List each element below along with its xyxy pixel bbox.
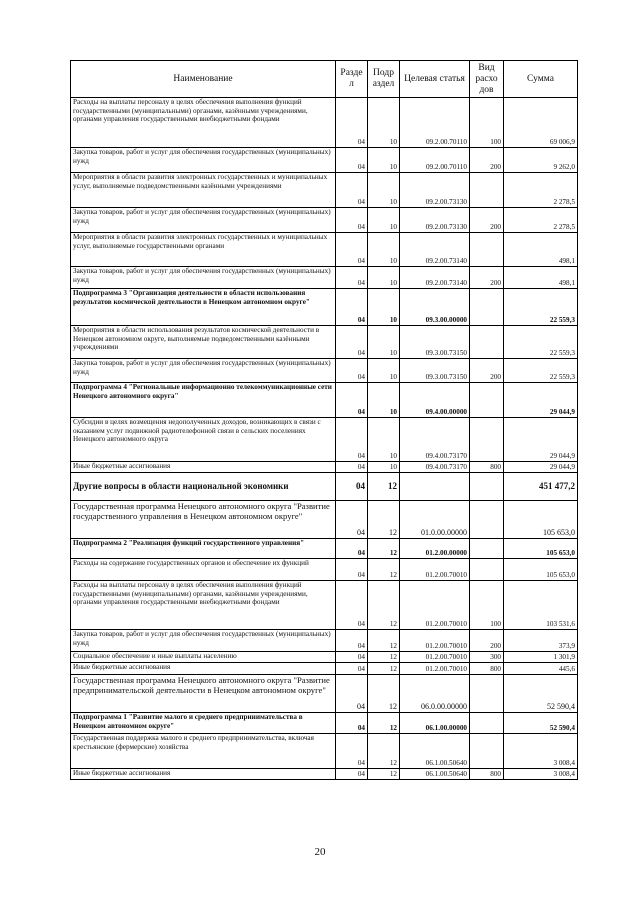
cell-podrazdel: 10 (368, 462, 400, 473)
cell-vid: 100 (470, 581, 504, 630)
table-row (71, 652, 578, 663)
cell-article: 06.1.00.00000 (400, 713, 470, 734)
cell-razdel: 04 (336, 208, 368, 233)
cell-sum: 373,9 (504, 630, 578, 652)
cell-article: 01.2.00.70010 (400, 652, 470, 663)
cell-podrazdel: 10 (368, 326, 400, 359)
cell-podrazdel: 12 (368, 652, 400, 663)
cell-sum: 105 653,0 (504, 539, 578, 559)
cell-sum: 451 477,2 (504, 473, 578, 501)
cell-name: Иные бюджетные ассигнования (71, 462, 336, 473)
cell-article (400, 473, 470, 501)
cell-article: 01.2.00.70010 (400, 559, 470, 581)
cell-podrazdel: 12 (368, 769, 400, 780)
cell-name: Подпрограмма 2 "Реализация функций государственного управления" (71, 539, 336, 559)
cell-razdel: 04 (336, 289, 368, 326)
table-row (71, 173, 578, 208)
table-row (71, 418, 578, 462)
table-body (71, 98, 578, 780)
cell-razdel: 04 (336, 267, 368, 289)
cell-article: 09.3.00.00000 (400, 289, 470, 326)
cell-name: Расходы на выплаты персоналу в целях обеспечения выполнения функций государственными (муниципальными) органами, казёнными учреждениями, органами управления государственными внебюджетными фондами (71, 98, 336, 148)
cell-vid (470, 173, 504, 208)
cell-vid: 200 (470, 630, 504, 652)
cell-article: 09.2.00.73140 (400, 267, 470, 289)
cell-article: 09.2.00.70110 (400, 148, 470, 173)
cell-article: 09.4.00.73170 (400, 462, 470, 473)
cell-sum: 498,1 (504, 233, 578, 267)
cell-name: Подпрограмма 4 "Региональные информационно телекоммуникационные сети Ненецкого автономного округа" (71, 383, 336, 418)
cell-sum: 69 006,9 (504, 98, 578, 148)
table-row (71, 675, 578, 713)
cell-sum: 3 008,4 (504, 734, 578, 769)
budget-table (70, 60, 578, 780)
cell-vid (470, 233, 504, 267)
cell-podrazdel: 12 (368, 734, 400, 769)
cell-name: Расходы на выплаты персоналу в целях обеспечения выполнения функций государственными (муниципальными) органами, казёнными учреждениями, органами управления государственными внебюджетными фондами (71, 581, 336, 630)
cell-vid: 200 (470, 267, 504, 289)
table-row (71, 713, 578, 734)
cell-razdel: 04 (336, 769, 368, 780)
table-row (71, 539, 578, 559)
cell-sum: 29 044,9 (504, 418, 578, 462)
cell-podrazdel: 10 (368, 148, 400, 173)
cell-article: 01.0.00.00000 (400, 501, 470, 539)
cell-razdel: 04 (336, 383, 368, 418)
cell-razdel: 04 (336, 652, 368, 663)
cell-sum: 2 278,5 (504, 208, 578, 233)
cell-podrazdel: 10 (368, 267, 400, 289)
cell-article: 09.4.00.00000 (400, 383, 470, 418)
header-article: Целевая статья (400, 61, 470, 98)
cell-vid: 200 (470, 359, 504, 383)
cell-name: Мероприятия в области развития электронных государственных и муниципальных услуг, выполняемые государственными органами (71, 233, 336, 267)
header-vid: Вид расхо дов (470, 61, 504, 98)
cell-sum: 445,6 (504, 663, 578, 675)
header-podrazdel: Подр аздел (368, 61, 400, 98)
table-header-row (71, 61, 578, 98)
cell-podrazdel: 10 (368, 383, 400, 418)
cell-sum: 29 044,9 (504, 383, 578, 418)
cell-vid (470, 418, 504, 462)
cell-article: 01.2.00.70010 (400, 630, 470, 652)
header-name: Наименование (71, 61, 336, 98)
cell-name: Субсидии в целях возмещения недополученных доходов, возникающих в связи с оказанием услуг подвижной радиотелефонной связи в сельских поселениях Ненецкого автономного округа (71, 418, 336, 462)
cell-sum: 52 590,4 (504, 675, 578, 713)
cell-sum: 105 653,0 (504, 501, 578, 539)
cell-sum: 9 262,0 (504, 148, 578, 173)
cell-article: 06.0.00.00000 (400, 675, 470, 713)
cell-vid (470, 501, 504, 539)
cell-article: 09.3.00.73150 (400, 359, 470, 383)
cell-sum: 22 559,3 (504, 326, 578, 359)
cell-name: Мероприятия в области использования результатов космической деятельности в Ненецком автономном округе, выполняемые подведомственными казёнными учреждениями (71, 326, 336, 359)
table-row (71, 630, 578, 652)
cell-name: Другие вопросы в области национальной экономики (71, 473, 336, 501)
cell-sum: 52 590,4 (504, 713, 578, 734)
table-row (71, 289, 578, 326)
table-row (71, 148, 578, 173)
cell-razdel: 04 (336, 359, 368, 383)
cell-podrazdel: 10 (368, 233, 400, 267)
cell-vid (470, 326, 504, 359)
cell-article: 09.2.00.73130 (400, 208, 470, 233)
cell-name: Закупка товаров, работ и услуг для обеспечения государственных (муниципальных) нужд (71, 267, 336, 289)
cell-name: Закупка товаров, работ и услуг для обеспечения государственных (муниципальных) нужд (71, 359, 336, 383)
table-row (71, 581, 578, 630)
cell-podrazdel: 12 (368, 581, 400, 630)
cell-vid: 800 (470, 462, 504, 473)
cell-name: Подпрограмма 1 "Развитие малого и среднего предпринимательства в Ненецком автономном округе" (71, 713, 336, 734)
table-row (71, 359, 578, 383)
cell-vid (470, 539, 504, 559)
cell-name: Иные бюджетные ассигнования (71, 663, 336, 675)
cell-article: 09.2.00.73140 (400, 233, 470, 267)
cell-vid: 100 (470, 98, 504, 148)
table-row (71, 208, 578, 233)
cell-razdel: 04 (336, 473, 368, 501)
table-row (71, 473, 578, 501)
cell-sum: 498,1 (504, 267, 578, 289)
cell-razdel: 04 (336, 675, 368, 713)
cell-razdel: 04 (336, 148, 368, 173)
cell-sum: 22 559,3 (504, 289, 578, 326)
cell-vid: 200 (470, 208, 504, 233)
table-row (71, 734, 578, 769)
cell-razdel: 04 (336, 173, 368, 208)
header-razdel: Разде л (336, 61, 368, 98)
table-row (71, 267, 578, 289)
table-row (71, 462, 578, 473)
cell-name: Мероприятия в области развития электронных государственных и муниципальных услуг, выполняемые подведомственными казёнными учреждениями (71, 173, 336, 208)
cell-vid (470, 559, 504, 581)
table-row (71, 98, 578, 148)
cell-vid: 800 (470, 663, 504, 675)
cell-razdel: 04 (336, 462, 368, 473)
cell-vid: 800 (470, 769, 504, 780)
cell-podrazdel: 12 (368, 501, 400, 539)
cell-podrazdel: 12 (368, 663, 400, 675)
cell-podrazdel: 12 (368, 713, 400, 734)
header-sum: Сумма (504, 61, 578, 98)
page-number: 20 (314, 846, 326, 858)
cell-sum: 2 278,5 (504, 173, 578, 208)
cell-article: 01.2.00.70010 (400, 581, 470, 630)
cell-podrazdel: 10 (368, 173, 400, 208)
cell-sum: 22 559,3 (504, 359, 578, 383)
cell-podrazdel: 12 (368, 675, 400, 713)
cell-podrazdel: 12 (368, 630, 400, 652)
table-row (71, 559, 578, 581)
cell-sum: 103 531,6 (504, 581, 578, 630)
cell-razdel: 04 (336, 233, 368, 267)
cell-name: Государственная поддержка малого и среднего предпринимательства, включая крестьянские (фермерские) хозяйства (71, 734, 336, 769)
table-row (71, 663, 578, 675)
cell-article: 09.2.00.73130 (400, 173, 470, 208)
cell-razdel: 04 (336, 581, 368, 630)
cell-razdel: 04 (336, 501, 368, 539)
cell-name: Подпрограмма 3 "Организация деятельности в области использования результатов космической деятельности в Ненецком автономном округе" (71, 289, 336, 326)
table-row (71, 501, 578, 539)
cell-article: 01.2.00.70010 (400, 663, 470, 675)
cell-podrazdel: 10 (368, 289, 400, 326)
cell-article: 09.3.00.73150 (400, 326, 470, 359)
cell-razdel: 04 (336, 539, 368, 559)
cell-name: Расходы на содержание государственных органов и обеспечение их функций (71, 559, 336, 581)
table-row (71, 233, 578, 267)
cell-name: Социальное обеспечение и иные выплаты населению (71, 652, 336, 663)
cell-podrazdel: 12 (368, 559, 400, 581)
cell-razdel: 04 (336, 734, 368, 769)
cell-vid (470, 713, 504, 734)
cell-podrazdel: 12 (368, 473, 400, 501)
cell-sum: 29 044,9 (504, 462, 578, 473)
cell-vid: 200 (470, 148, 504, 173)
cell-vid (470, 734, 504, 769)
cell-name: Иные бюджетные ассигнования (71, 769, 336, 780)
cell-article: 06.1.00.50640 (400, 734, 470, 769)
cell-name: Закупка товаров, работ и услуг для обеспечения государственных (муниципальных) нужд (71, 148, 336, 173)
cell-podrazdel: 12 (368, 539, 400, 559)
table-row (71, 769, 578, 780)
cell-name: Закупка товаров, работ и услуг для обеспечения государственных (муниципальных) нужд (71, 208, 336, 233)
cell-razdel: 04 (336, 630, 368, 652)
cell-podrazdel: 10 (368, 208, 400, 233)
cell-vid: 300 (470, 652, 504, 663)
cell-vid (470, 289, 504, 326)
cell-article: 06.1.00.50640 (400, 769, 470, 780)
cell-name: Государственная программа Ненецкого автономного округа "Развитие государственного управления в Ненецком автономном округе" (71, 501, 336, 539)
cell-vid (470, 473, 504, 501)
cell-razdel: 04 (336, 418, 368, 462)
cell-article: 09.4.00.73170 (400, 418, 470, 462)
table-row (71, 326, 578, 359)
cell-podrazdel: 10 (368, 418, 400, 462)
cell-article: 09.2.00.70110 (400, 98, 470, 148)
cell-razdel: 04 (336, 326, 368, 359)
cell-article: 01.2.00.00000 (400, 539, 470, 559)
cell-sum: 1 301,9 (504, 652, 578, 663)
cell-podrazdel: 10 (368, 359, 400, 383)
cell-sum: 105 653,0 (504, 559, 578, 581)
table-row (71, 383, 578, 418)
cell-vid (470, 383, 504, 418)
cell-vid (470, 675, 504, 713)
cell-razdel: 04 (336, 559, 368, 581)
cell-name: Государственная программа Ненецкого автономного округа "Развитие предпринимательской деятельности в Ненецком автономном округе" (71, 675, 336, 713)
cell-sum: 3 008,4 (504, 769, 578, 780)
cell-podrazdel: 10 (368, 98, 400, 148)
cell-razdel: 04 (336, 663, 368, 675)
cell-name: Закупка товаров, работ и услуг для обеспечения государственных (муниципальных) нужд (71, 630, 336, 652)
cell-razdel: 04 (336, 713, 368, 734)
cell-razdel: 04 (336, 98, 368, 148)
